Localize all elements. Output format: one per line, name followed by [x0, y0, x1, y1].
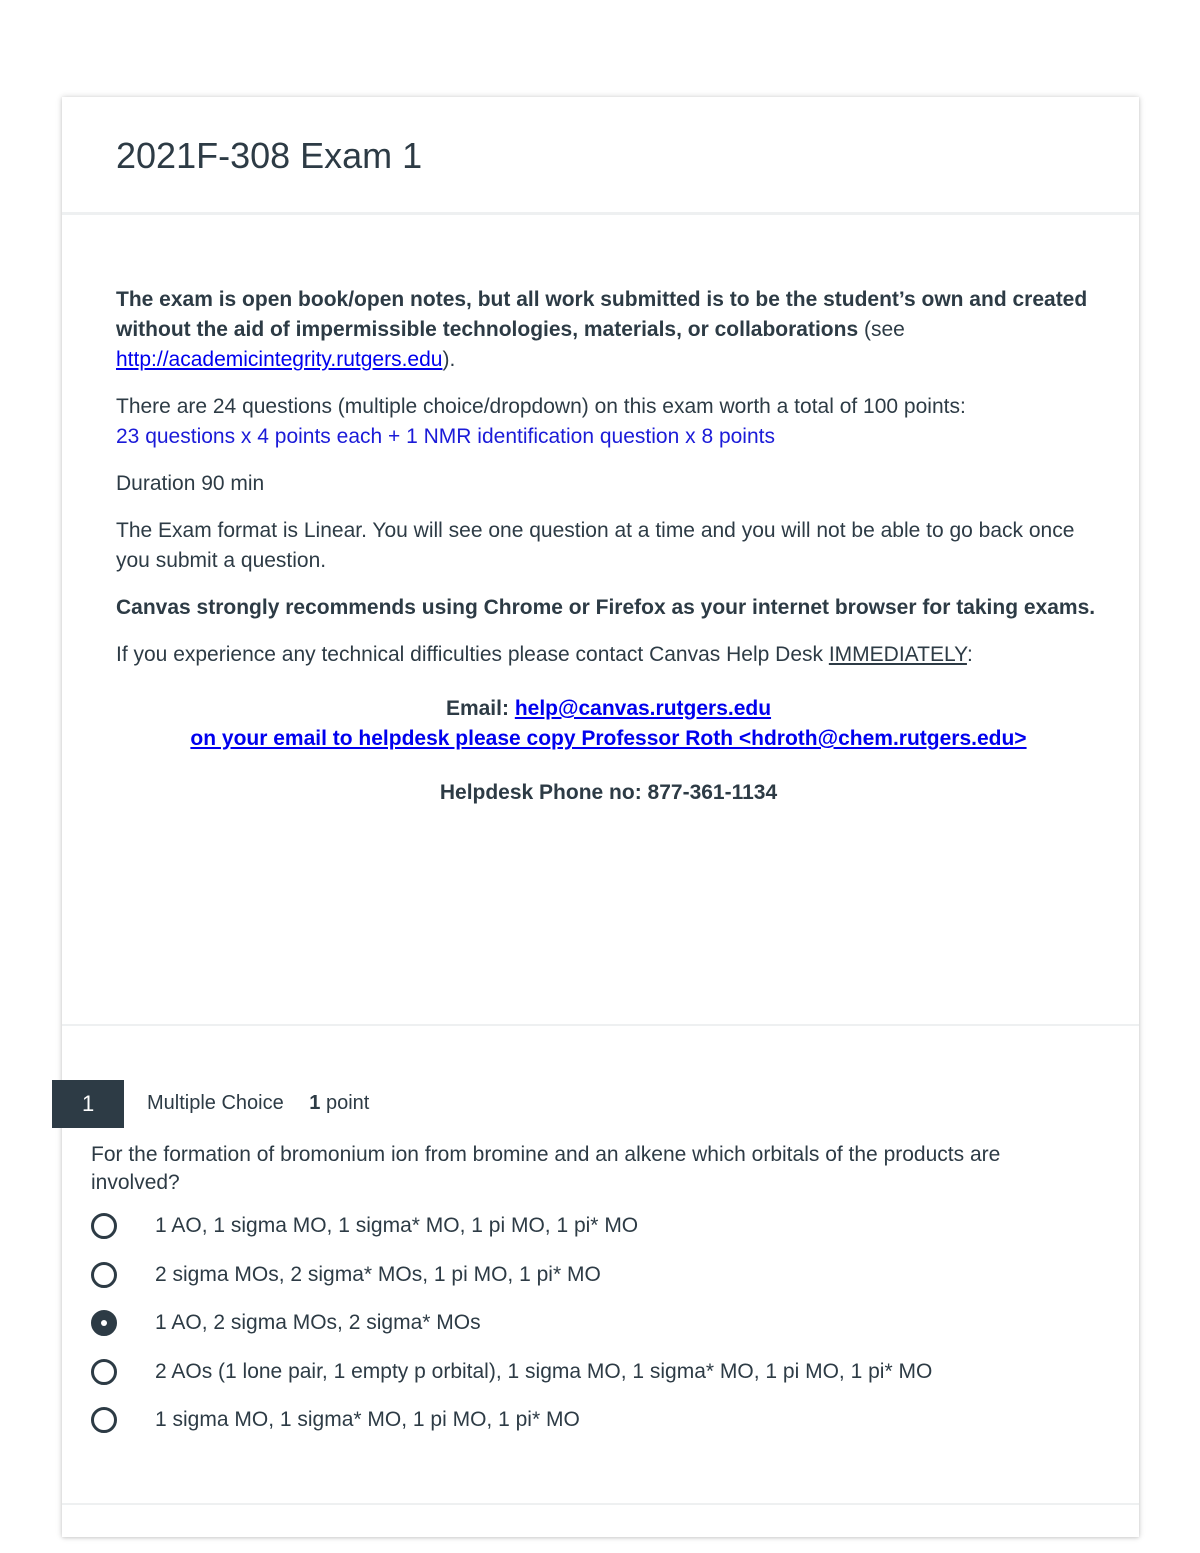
question-bottom-divider [62, 1503, 1139, 1505]
answer-option-label: 1 AO, 2 sigma MOs, 2 sigma* MOs [155, 1311, 481, 1334]
copy-line [116, 724, 1101, 754]
answer-option[interactable] [91, 1403, 580, 1437]
integrity-paragraph [116, 285, 1101, 375]
helpdesk-phone: Helpdesk Phone no: 877-361-1134 [439, 781, 778, 804]
question-points [309, 1092, 369, 1114]
radio-button[interactable] [91, 1213, 117, 1239]
email-label: Email: [445, 697, 515, 720]
section-divider [62, 1024, 1139, 1026]
help-colon: : [966, 643, 973, 666]
question-text: For the formation of bromonium ion from bromine and an alkene which orbitals of the products are involved? [91, 1143, 1001, 1194]
answer-option-label: 2 AOs (1 lone pair, 1 empty p orbital), 1 sigma MO, 1 sigma* MO, 1 pi MO, 1 pi* MO [155, 1360, 933, 1383]
question-points-label: point [325, 1092, 370, 1114]
radio-button-selected[interactable] [91, 1310, 117, 1336]
answer-option[interactable] [91, 1355, 932, 1389]
answer-option[interactable] [91, 1209, 638, 1243]
points-breakdown-part2: 1 NMR identification question x 8 points [406, 425, 775, 448]
integrity-statement: The exam is open book/open notes, but all work submitted is to be the student’s own and created without the aid of impermissible technologies, materials, or collaborations [116, 288, 1088, 341]
help-intro-text: If you experience any technical difficulties please contact Canvas Help Desk [116, 643, 829, 666]
integrity-end-text: ). [442, 348, 456, 371]
academic-integrity-link[interactable]: http://academicintegrity.rutgers.edu [116, 348, 443, 371]
answer-option-label: 1 AO, 1 sigma MO, 1 sigma* MO, 1 pi MO, 1 pi* MO [155, 1214, 639, 1237]
question-number-badge: 1 [52, 1080, 124, 1128]
question-type: Multiple Choice [147, 1092, 284, 1114]
radio-button[interactable] [91, 1359, 117, 1385]
question-meta [147, 1092, 369, 1115]
questions-count-text: There are 24 questions (multiple choice/dropdown) on this exam worth a total of 100 points: [116, 395, 966, 418]
browser-recommendation: Canvas strongly recommends using Chrome or Firefox as your internet browser for taking exams. [116, 596, 1096, 619]
questions-summary [116, 392, 1101, 452]
exam-instructions [116, 285, 1101, 808]
page-title: 2021F-308 Exam 1 [116, 135, 423, 176]
email-line [116, 694, 1101, 724]
answer-option-label: 2 sigma MOs, 2 sigma* MOs, 1 pi MO, 1 pi* MO [155, 1263, 601, 1286]
radio-button[interactable] [91, 1407, 117, 1433]
exam-header [62, 97, 1139, 215]
format-text: The Exam format is Linear. You will see one question at a time and you will not be able to go back once you submit a question. [116, 519, 1075, 572]
help-emphasis: IMMEDIATELY [828, 643, 967, 666]
radio-button[interactable] [91, 1262, 117, 1288]
duration-text: Duration 90 min [116, 472, 265, 495]
helpdesk-email-link[interactable]: help@canvas.rutgers.edu [514, 697, 772, 720]
question-points-value: 1 [309, 1092, 321, 1114]
answer-option[interactable] [91, 1258, 601, 1292]
points-breakdown-part1: 23 questions x 4 points each + [116, 425, 407, 448]
answer-option-label: 1 sigma MO, 1 sigma* MO, 1 pi MO, 1 pi* MO [155, 1408, 580, 1431]
contact-block [116, 694, 1101, 808]
answer-option-selected[interactable] [91, 1306, 481, 1340]
help-paragraph [116, 640, 1101, 670]
copy-professor-link[interactable]: on your email to helpdesk please copy Professor Roth <hdroth@chem.rutgers.edu> [190, 727, 1027, 750]
integrity-see-text: (see [858, 318, 905, 341]
